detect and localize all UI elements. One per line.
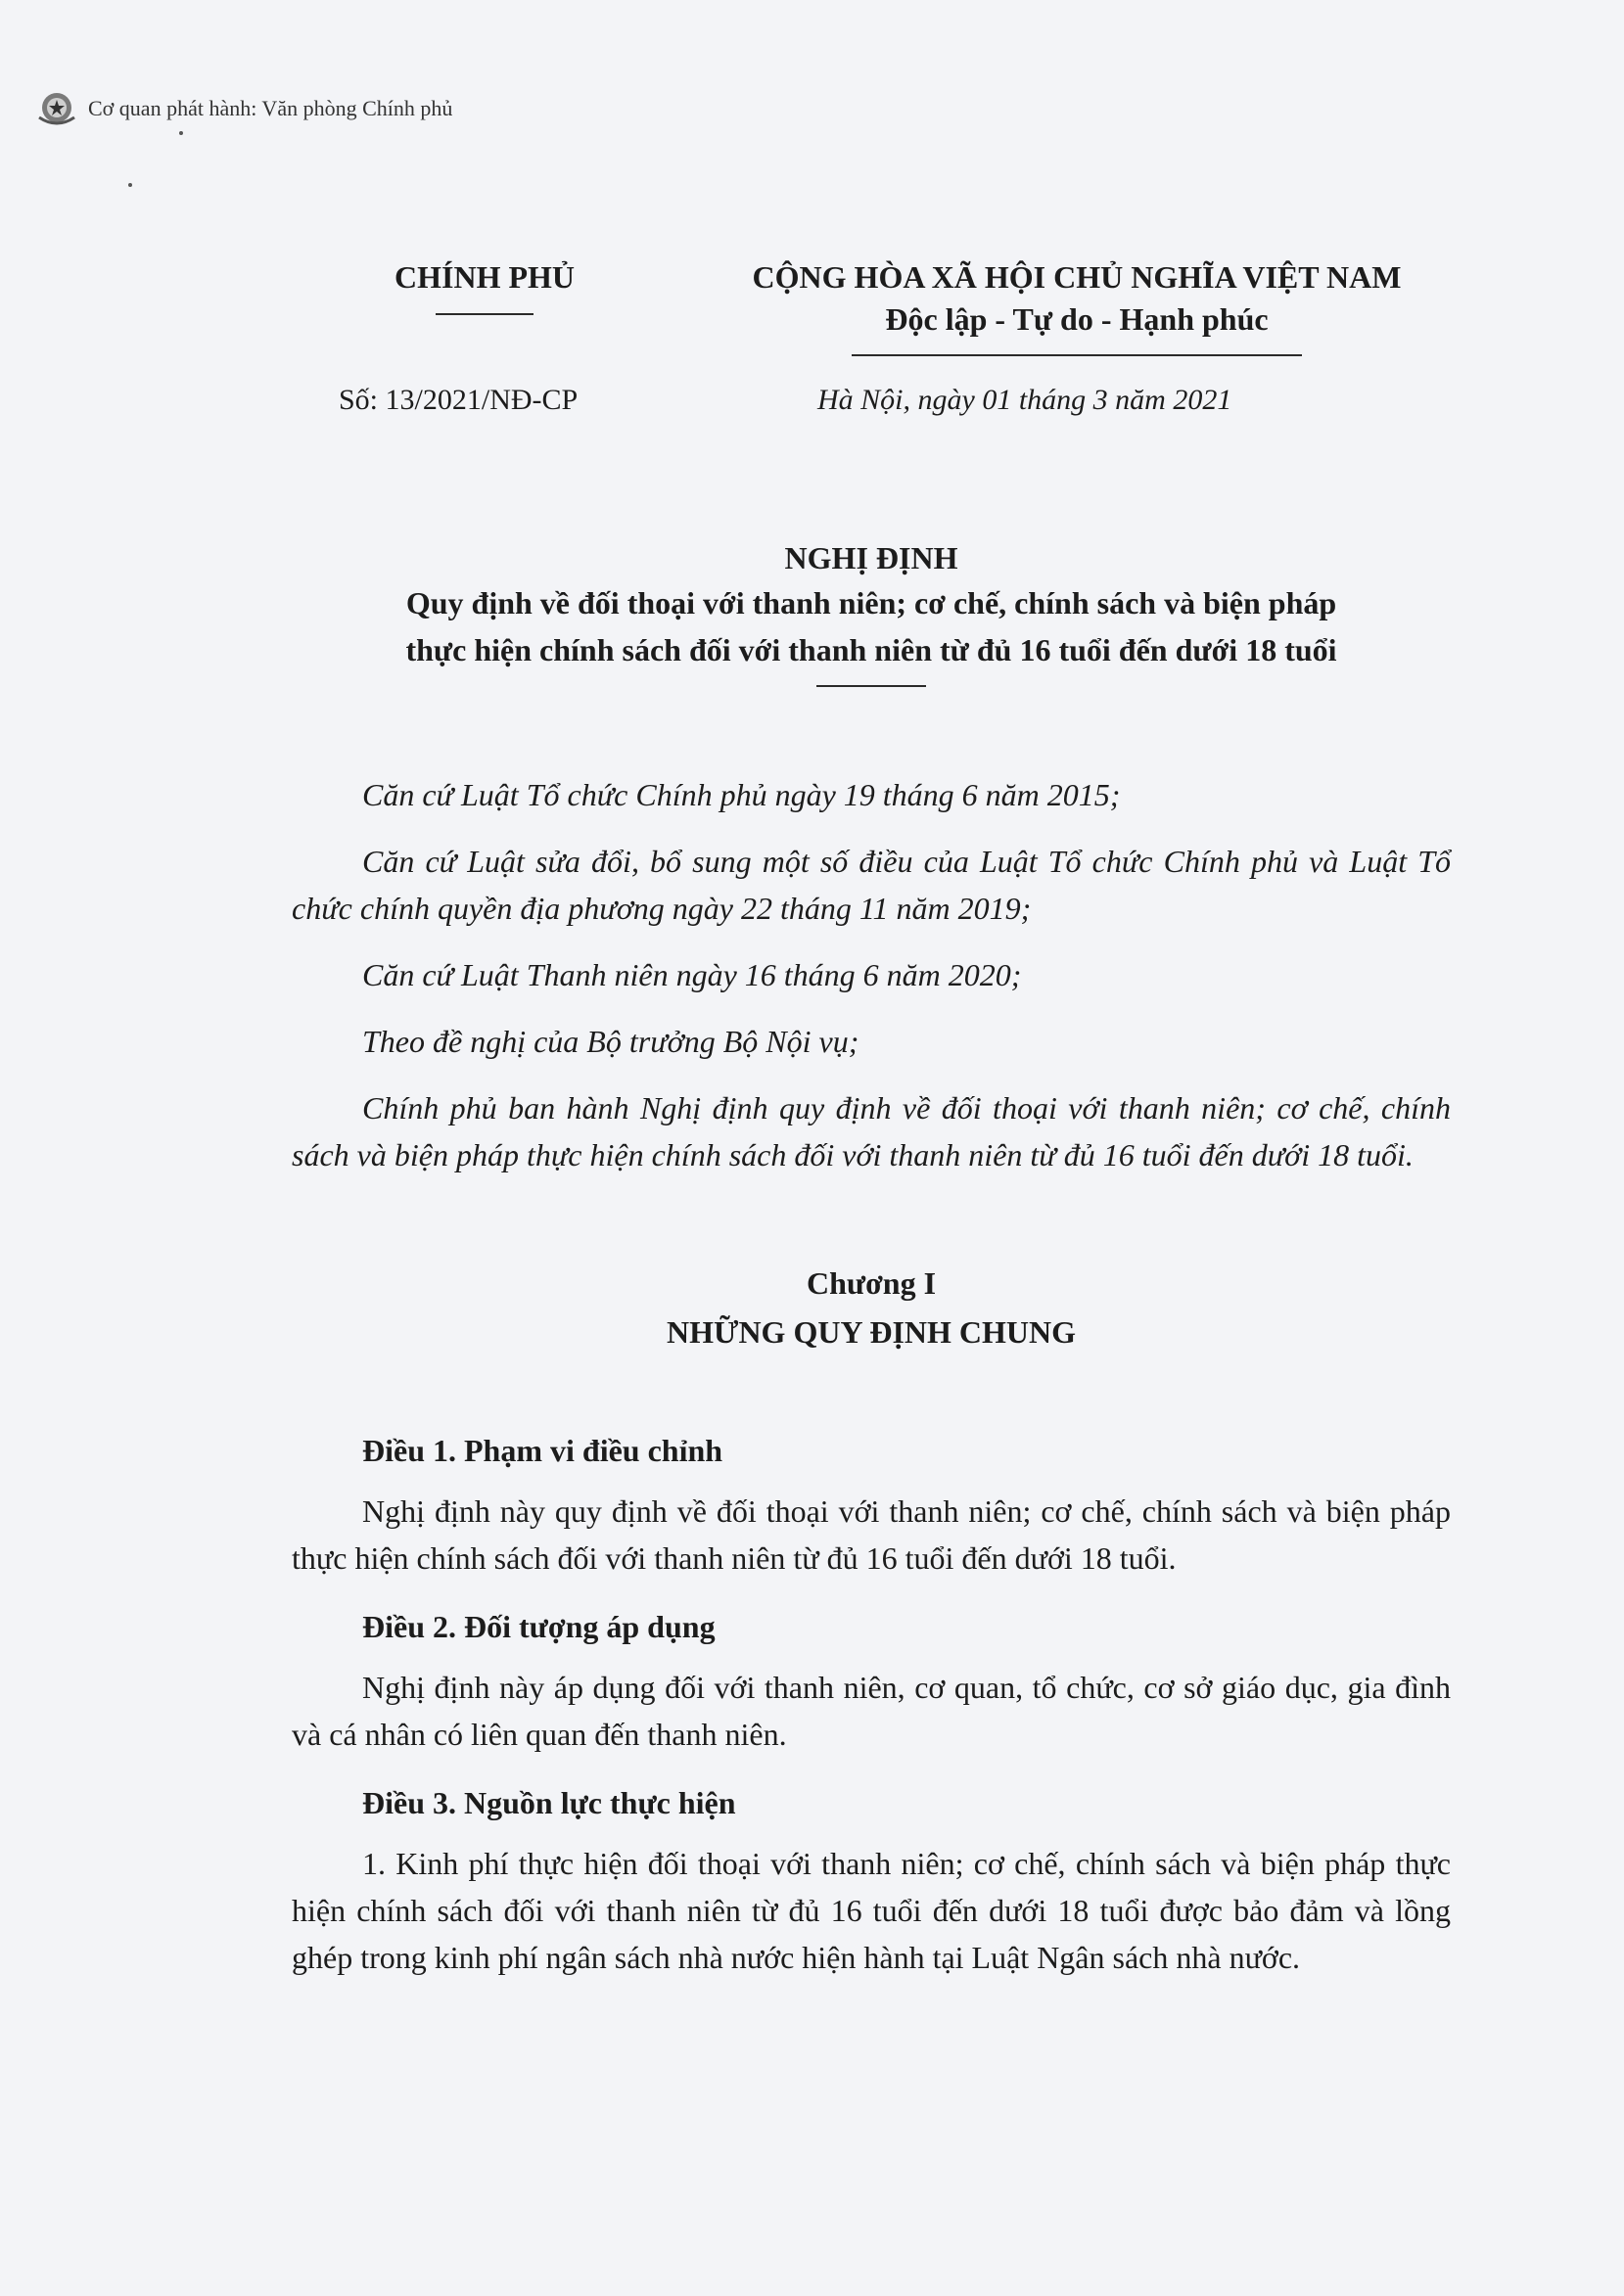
article-title: Điều 3. Nguồn lực thực hiện [362,1785,736,1820]
chapter-number: Chương I [806,1265,937,1301]
articles [292,1427,1451,2002]
decree-title-block [245,536,1498,687]
document-number: Số: 13/2021/NĐ-CP [339,384,579,416]
national-motto: Độc lập - Tự do - Hạnh phúc [885,301,1269,337]
title-underline [816,685,926,687]
place-date: Hà Nội, ngày 01 tháng 3 năm 2021 [817,384,1232,416]
country-name: CỘNG HÒA XÃ HỘI CHỦ NGHĨA VIỆT NAM [752,259,1402,295]
national-header [685,256,1468,356]
preamble-item: Căn cứ Luật Tổ chức Chính phủ ngày 19 tháng 6 năm 2015; [362,777,1121,812]
chapter-title: NHỮNG QUY ĐỊNH CHUNG [666,1314,1077,1350]
decree-title-line-2: thực hiện chính sách đối với thanh niên từ đủ 16 tuổi đến dưới 18 tuổi [405,632,1337,667]
preamble [292,771,1451,1198]
preamble-item: Chính phủ ban hành Nghị định quy định về đối thoại với thanh niên; cơ chế, chính sách và biện pháp thực hiện chính sách đối với thanh niên từ đủ 16 tuổi đến dưới 18 tuổi. [292,1090,1451,1172]
article-text: 1. Kinh phí thực hiện đối thoại với thanh niên; cơ chế, chính sách và biện pháp thực hiện chính sách đối với thanh niên từ đủ 16 tuổi đến dưới 18 tuổi được bảo đảm và lồng ghép trong kinh phí ngân sách nhà nước hiện hành tại Luật Ngân sách nhà nước. [292,1846,1451,1975]
scan-speck [128,183,132,187]
agency-underline [436,313,534,315]
article-title: Điều 1. Phạm vi điều chỉnh [362,1433,723,1468]
scan-speck [179,131,183,135]
preamble-item: Theo đề nghị của Bộ trưởng Bộ Nội vụ; [362,1024,859,1059]
article-title: Điều 2. Đối tượng áp dụng [362,1609,716,1644]
preamble-item: Căn cứ Luật Thanh niên ngày 16 tháng 6 năm 2020; [362,957,1022,992]
agency-name: CHÍNH PHỦ [394,259,575,295]
chapter-heading [245,1259,1498,1356]
decree-title-line-1: Quy định về đối thoại với thanh niên; cơ chế, chính sách và biện pháp [405,585,1337,620]
agency-block [367,256,602,315]
issuer-label: Cơ quan phát hành: Văn phòng Chính phủ [88,96,453,120]
national-emblem-icon [33,90,80,127]
motto-underline [852,354,1302,356]
decree-type: NGHỊ ĐỊNH [784,540,958,575]
article-text: Nghị định này quy định về đối thoại với thanh niên; cơ chế, chính sách và biện pháp thực hiện chính sách đối với thanh niên từ đủ 16 tuổi đến dưới 18 tuổi. [292,1493,1451,1576]
issuer-line [33,90,452,127]
article-text: Nghị định này áp dụng đối với thanh niên, cơ quan, tổ chức, cơ sở giáo dục, gia đình và cá nhân có liên quan đến thanh niên. [292,1670,1451,1752]
preamble-item: Căn cứ Luật sửa đổi, bổ sung một số điều của Luật Tổ chức Chính phủ và Luật Tổ chức chính quyền địa phương ngày 22 tháng 11 năm 2019; [292,844,1451,926]
